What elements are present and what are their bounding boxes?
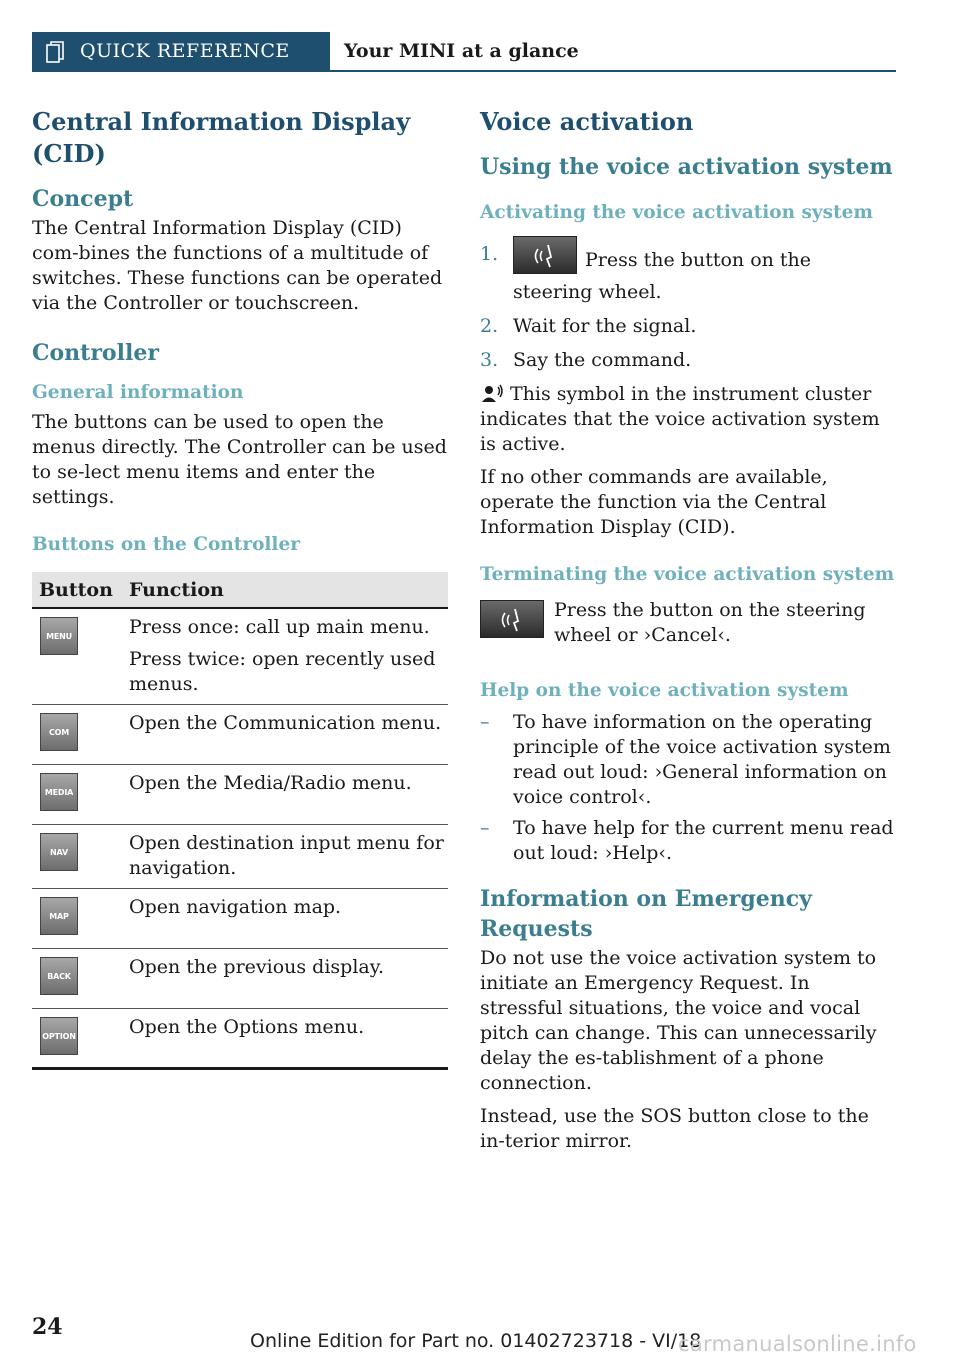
function-text: Press twice: open recently used menus.: [129, 648, 436, 695]
concept-text: The Central Information Display (CID) com-bines the functions of a multitude of switches. These functions can be operated via the Controller or touchscreen.: [32, 217, 443, 314]
symbol-text: This symbol in the instrument cluster indicates that the voice activation system is active.: [480, 383, 880, 455]
list-item: – To have help for the current menu read out loud: ›Help‹.: [480, 817, 894, 864]
table-row: [32, 949, 448, 1009]
table-row: [32, 1009, 448, 1069]
controller-heading: Controller: [32, 340, 159, 366]
terminating-text: Press the button on the steering wheel or ›Cancel‹.: [554, 599, 866, 646]
column-header-function: Function: [122, 572, 448, 608]
controller-buttons-table: [32, 572, 448, 1070]
list-item: 1. Press the button on the steering wheel.: [480, 242, 896, 305]
function-text: Open the Media/Radio menu.: [129, 772, 412, 794]
map-key-icon: MAP: [40, 897, 78, 935]
function-text: Open destination input menu for navigation.: [129, 832, 444, 879]
general-info-heading: General information: [32, 382, 244, 403]
function-text: Open the Options menu.: [129, 1016, 365, 1038]
left-column: [32, 106, 448, 1070]
option-key-icon: OPTION: [40, 1017, 78, 1055]
tab-label: QUICK REFERENCE: [80, 40, 290, 62]
list-item: – To have information on the operating principle of the voice activation system read out loud: ›General information on voice control‹.: [480, 711, 891, 808]
section-title: Your MINI at a glance: [344, 40, 579, 62]
emergency-text: Do not use the voice activation system to initiate an Emergency Request. In stressful situations, the voice and vocal pitch can change. This can unnecessarily delay the es-tablishment of a phone connection.: [480, 947, 877, 1094]
activating-heading: Activating the voice activation system: [480, 202, 873, 223]
right-column: [480, 106, 896, 1154]
voice-button-icon: [513, 236, 577, 274]
function-text: Open the previous display.: [129, 956, 384, 978]
table-row: [32, 608, 448, 705]
table-row: [32, 825, 448, 889]
voice-activation-title: Voice activation: [480, 107, 694, 136]
terminating-block: [480, 598, 896, 664]
list-item: 2. Wait for the signal.: [480, 315, 697, 337]
media-key-icon: MEDIA: [40, 773, 78, 811]
table-row: [32, 765, 448, 825]
function-text: Open navigation map.: [129, 896, 342, 918]
column-header-button: Button: [32, 572, 122, 608]
terminating-heading: Terminating the voice activation system: [480, 564, 895, 585]
buttons-heading: Buttons on the Controller: [32, 534, 300, 555]
table-row: [32, 889, 448, 949]
back-key-icon: BACK: [40, 957, 78, 995]
page-number: 24: [32, 1314, 63, 1340]
concept-heading: Concept: [32, 186, 134, 212]
nav-key-icon: NAV: [40, 833, 78, 871]
no-commands-text: If no other commands are available, operate the function via the Central Information Display (CID).: [480, 466, 828, 538]
help-heading: Help on the voice activation system: [480, 680, 849, 701]
list-item: 3. Say the command.: [480, 349, 692, 371]
page-header: [32, 32, 896, 72]
com-key-icon: COM: [40, 713, 78, 751]
voice-symbol-icon: [480, 383, 504, 403]
watermark-text: carmanualsonline.info: [678, 1332, 917, 1356]
quick-reference-tab[interactable]: [32, 32, 330, 70]
using-voice-heading: Using the voice activation system: [480, 154, 893, 180]
help-list: [480, 710, 896, 866]
general-info-text: The buttons can be used to open the menus directly. The Controller can be used to se-lect menu items and enter the settings.: [32, 411, 447, 508]
voice-button-icon: [480, 600, 544, 638]
emergency-heading: Information on Emergency Requests: [480, 886, 812, 942]
cid-title: Central Information Display (CID): [32, 107, 411, 168]
book-icon: [46, 41, 64, 63]
edition-text: Online Edition for Part no. 01402723718 - VI/18: [250, 1330, 702, 1352]
function-text: Open the Communication menu.: [129, 712, 442, 734]
activation-steps: [480, 242, 896, 373]
function-text: Press once: call up main menu.: [129, 616, 430, 638]
table-row: [32, 705, 448, 765]
menu-key-icon: MENU: [40, 617, 78, 655]
sos-text: Instead, use the SOS button close to the in-terior mirror.: [480, 1105, 869, 1152]
